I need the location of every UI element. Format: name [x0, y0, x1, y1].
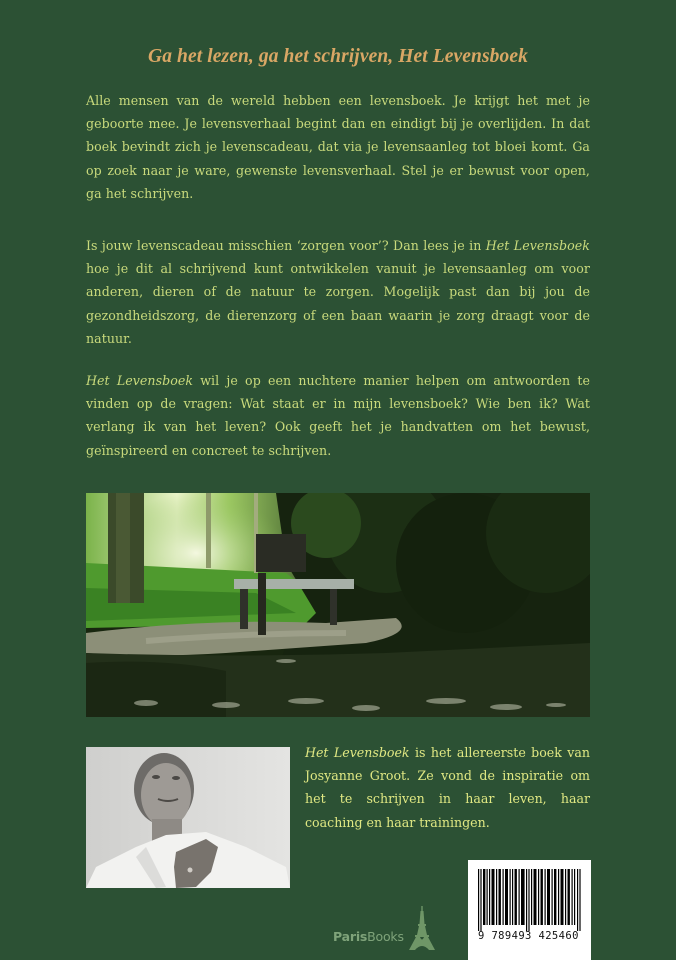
questions-text: wil je op een nuchtere manier helpen om antwoorden te vinden op de vragen: Wat staat er in mijn levensboek? Wie ben ik? Wat verlang ik van het leven? Ook geeft het je handvatten om het bewust, geïnspireerd en concreet te schrijven.	[86, 373, 590, 458]
intro-text: Alle mensen van de wereld hebben een levensboek. Je krijgt het met je geboorte mee. Je levensverhaal begint dan en eindigt bij je overlijden. In dat boek bevindt zich je levenscadeau, dat via je levensaanleg tot bloei komt. Ga op zoek naar je ware, gewenste levensverhaal. Stel je er bewust voor open, ga het schrijven.	[86, 93, 590, 201]
isbn-number: 9 789493 425460	[478, 930, 579, 942]
book-title-italic: Het Levensboek	[86, 373, 194, 388]
care-paragraph	[86, 234, 590, 350]
eiffel-tower-icon	[407, 906, 437, 950]
isbn-barcode	[468, 860, 591, 960]
book-title-italic: Het Levensboek	[485, 238, 590, 253]
care-text-end: hoe je dit al schrijvend kunt ontwikkelen vanuit je levensaanleg om voor anderen, dieren of de natuur te zorgen. Mogelijk past dan bij jou de gezondheidszorg, de dierenzorg of een baan waarin je zorg draagt voor de natuur.	[86, 261, 590, 346]
barcode-bars	[478, 869, 581, 931]
publisher-name	[333, 930, 404, 944]
intro-paragraph	[86, 89, 590, 205]
publisher-name-part1: Paris	[333, 929, 368, 944]
questions-paragraph	[86, 369, 590, 462]
bio-text: is het allereerste boek van Josyanne Groot. Ze vond de inspiratie om het te schrijven in haar leven, haar coaching en haar trainingen.	[305, 745, 590, 830]
cover-tagline: Ga het lezen, ga het schrijven, Het Levensboek	[148, 46, 528, 67]
author-portrait-photo	[86, 747, 290, 888]
care-text-start: Is jouw levenscadeau misschien ‘zorgen voor’? Dan lees je in	[86, 238, 486, 253]
park-bench-photo	[86, 493, 590, 717]
author-bio	[305, 741, 590, 834]
publisher-name-part2: Books	[367, 929, 404, 944]
publisher-logo	[333, 906, 437, 950]
book-title-italic: Het Levensboek	[305, 745, 410, 760]
